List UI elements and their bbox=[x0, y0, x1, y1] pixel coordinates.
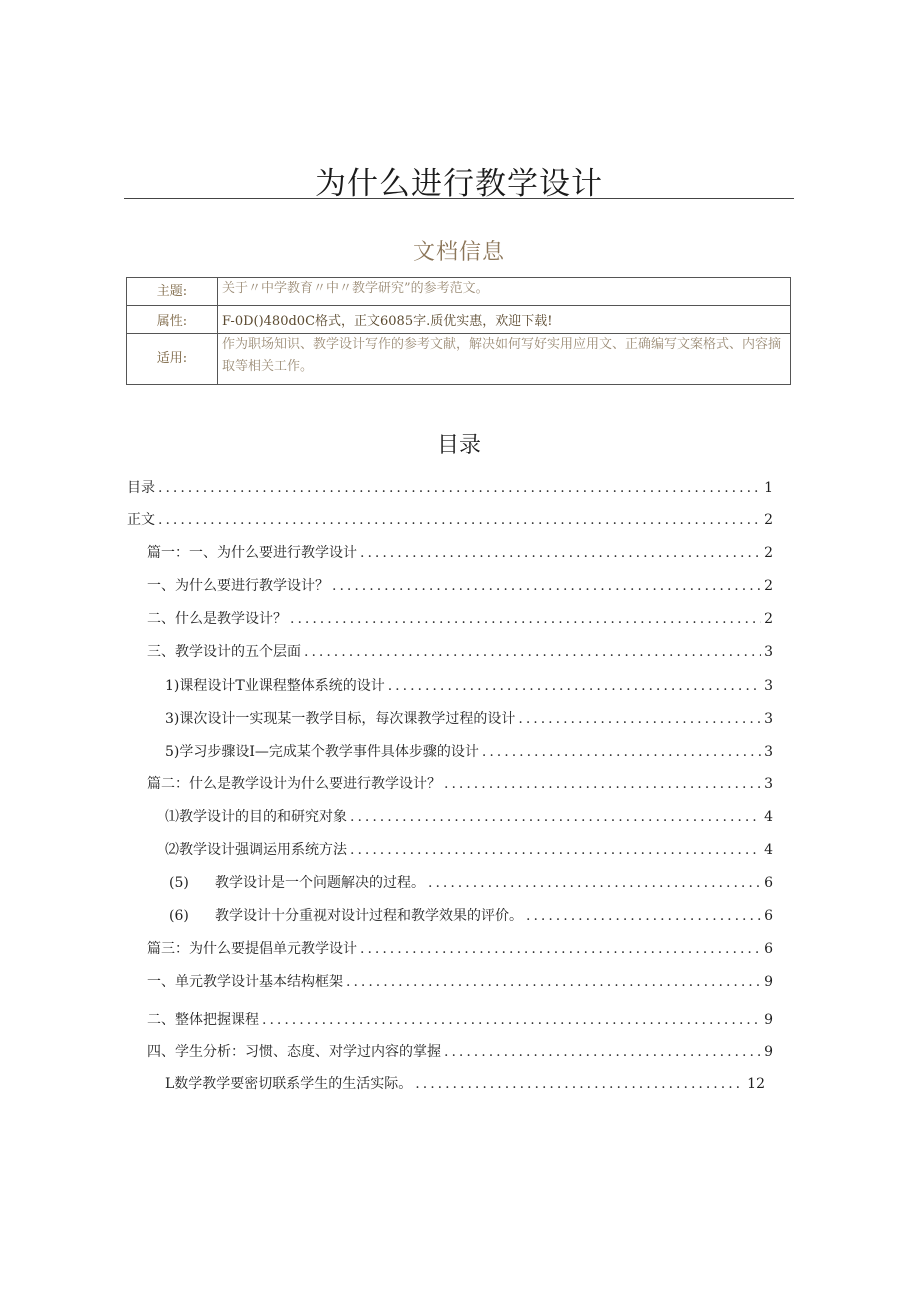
toc-page-number: 12 bbox=[747, 1076, 765, 1092]
toc-leader bbox=[518, 709, 761, 729]
toc-page-number: 9 bbox=[764, 974, 773, 990]
toc-leader bbox=[350, 840, 761, 860]
toc-leader bbox=[158, 510, 761, 530]
info-label: 适用: bbox=[127, 334, 218, 385]
toc-entry-label: 一、为什么要进行教学设计？ bbox=[147, 578, 329, 594]
toc-page-number: 2 bbox=[764, 512, 773, 528]
toc-leader bbox=[388, 676, 761, 696]
toc-entry[interactable] bbox=[147, 642, 773, 662]
info-table bbox=[126, 277, 791, 385]
toc-page-number: 3 bbox=[764, 644, 773, 660]
toc-page-number: 3 bbox=[764, 711, 773, 727]
toc-entry-label: 3)课次设计一实现某一教学目标，每次课教学过程的设计 bbox=[165, 711, 516, 727]
toc-entry[interactable] bbox=[165, 709, 773, 729]
toc-entry[interactable] bbox=[165, 807, 773, 827]
toc-page-number: 4 bbox=[764, 809, 773, 825]
toc-entry-label: 四、学生分析：习惯、态度、对学过内容的掌握 bbox=[147, 1044, 441, 1060]
toc-entry-label: ⑵教学设计强调运用系统方法 bbox=[165, 842, 347, 858]
toc-entry-label: 5)学习步骤设I—完成某个教学事件具体步骤的设计 bbox=[165, 744, 479, 760]
toc-entry[interactable] bbox=[169, 873, 773, 893]
toc-leader bbox=[360, 939, 761, 959]
info-value: 关于〃中学教育〃中〃教学研究”的参考范文。 bbox=[218, 278, 791, 306]
toc-entry-number: (5) bbox=[169, 875, 189, 891]
toc-entry-label: L数学教学要密切联系学生的生活实际。 bbox=[165, 1076, 413, 1092]
toc-page-number: 3 bbox=[764, 678, 773, 694]
toc-entry[interactable] bbox=[147, 939, 773, 959]
toc-entry[interactable] bbox=[147, 972, 773, 992]
toc-leader bbox=[332, 576, 761, 596]
toc-entry[interactable] bbox=[165, 742, 773, 762]
toc-leader bbox=[262, 1010, 761, 1030]
toc-page-number: 6 bbox=[764, 875, 773, 891]
toc-leader bbox=[290, 609, 761, 629]
toc-leader bbox=[526, 906, 761, 926]
toc-entry[interactable] bbox=[127, 478, 773, 498]
toc-entry-label: 1)课程设计T业课程整体系统的设计 bbox=[165, 678, 385, 694]
toc-page-number: 2 bbox=[764, 611, 773, 627]
info-value: 作为职场知识、教学设计写作的参考文献，解决如何写好实用应用文、正确编写文案格式、内容摘取等相关工作。 bbox=[218, 334, 791, 385]
toc-entry[interactable] bbox=[147, 1042, 773, 1062]
toc-entry[interactable] bbox=[147, 576, 773, 596]
toc-leader bbox=[346, 972, 761, 992]
toc-entry-label: 二、整体把握课程 bbox=[147, 1012, 259, 1028]
toc-entry-label: 一、单元教学设计基本结构框架 bbox=[147, 974, 343, 990]
toc-leader bbox=[350, 807, 761, 827]
toc-page-number: 9 bbox=[764, 1012, 773, 1028]
info-row-attributes bbox=[127, 306, 791, 334]
toc-entry-text: 教学设计十分重视对设计过程和教学效果的评价。 bbox=[215, 908, 523, 924]
toc-entry-label: 正文 bbox=[127, 512, 155, 528]
info-value: F-0D()480d0C格式，正文6085字.质优实惠，欢迎下载! bbox=[218, 306, 791, 334]
toc-page-number: 2 bbox=[764, 578, 773, 594]
toc-entry[interactable] bbox=[165, 676, 773, 696]
toc-entry-label: ⑴教学设计的目的和研究对象 bbox=[165, 809, 347, 825]
toc-entry[interactable] bbox=[127, 510, 773, 530]
toc-leader bbox=[482, 742, 761, 762]
toc-page-number: 3 bbox=[764, 744, 773, 760]
toc-entry-label: 篇三：为什么要提倡单元教学设计 bbox=[147, 941, 357, 957]
toc-entry-label: 目录 bbox=[127, 480, 155, 496]
info-label: 属性: bbox=[127, 306, 218, 334]
toc-page-number: 3 bbox=[764, 776, 773, 792]
toc-entry-label: 篇二：什么是教学设计为什么要进行教学设计？ bbox=[147, 776, 441, 792]
toc-leader bbox=[304, 642, 761, 662]
info-heading: 文档信息 bbox=[412, 240, 505, 265]
info-row-topic bbox=[127, 278, 791, 306]
toc-leader bbox=[158, 478, 761, 498]
document-title: 为什么进行教学设计 bbox=[315, 166, 603, 202]
toc-leader bbox=[444, 1042, 761, 1062]
toc-entry[interactable] bbox=[169, 906, 773, 926]
toc-entry-label bbox=[169, 873, 425, 893]
toc-entry-text: 教学设计是一个问题解决的过程。 bbox=[215, 875, 425, 891]
toc-entry-number: (6) bbox=[169, 908, 189, 924]
toc-entry[interactable] bbox=[165, 840, 773, 860]
toc-leader bbox=[444, 774, 761, 794]
toc-entry[interactable] bbox=[147, 774, 773, 794]
toc-page-number: 4 bbox=[764, 842, 773, 858]
toc-leader bbox=[415, 1074, 744, 1094]
toc-entry[interactable] bbox=[147, 543, 773, 563]
toc-page-number: 6 bbox=[764, 908, 773, 924]
toc-entry-label: 三、教学设计的五个层面 bbox=[147, 644, 301, 660]
toc-entry[interactable] bbox=[165, 1074, 765, 1094]
toc-entry[interactable] bbox=[147, 1010, 773, 1030]
toc-heading: 目录 bbox=[436, 433, 481, 458]
toc-leader bbox=[428, 873, 761, 893]
toc-entry-label: 二、什么是教学设计？ bbox=[147, 611, 287, 627]
toc-leader bbox=[360, 543, 761, 563]
info-row-usage bbox=[127, 334, 791, 385]
toc-entry-label bbox=[169, 906, 523, 926]
toc-entry[interactable] bbox=[147, 609, 773, 629]
info-label: 主题: bbox=[127, 278, 218, 306]
toc-page-number: 2 bbox=[764, 545, 773, 561]
toc-page-number: 9 bbox=[764, 1044, 773, 1060]
toc-page-number: 6 bbox=[764, 941, 773, 957]
title-divider bbox=[124, 198, 794, 199]
toc-page-number: 1 bbox=[764, 480, 773, 496]
toc-entry-label: 篇一：一、为什么要进行教学设计 bbox=[147, 545, 357, 561]
